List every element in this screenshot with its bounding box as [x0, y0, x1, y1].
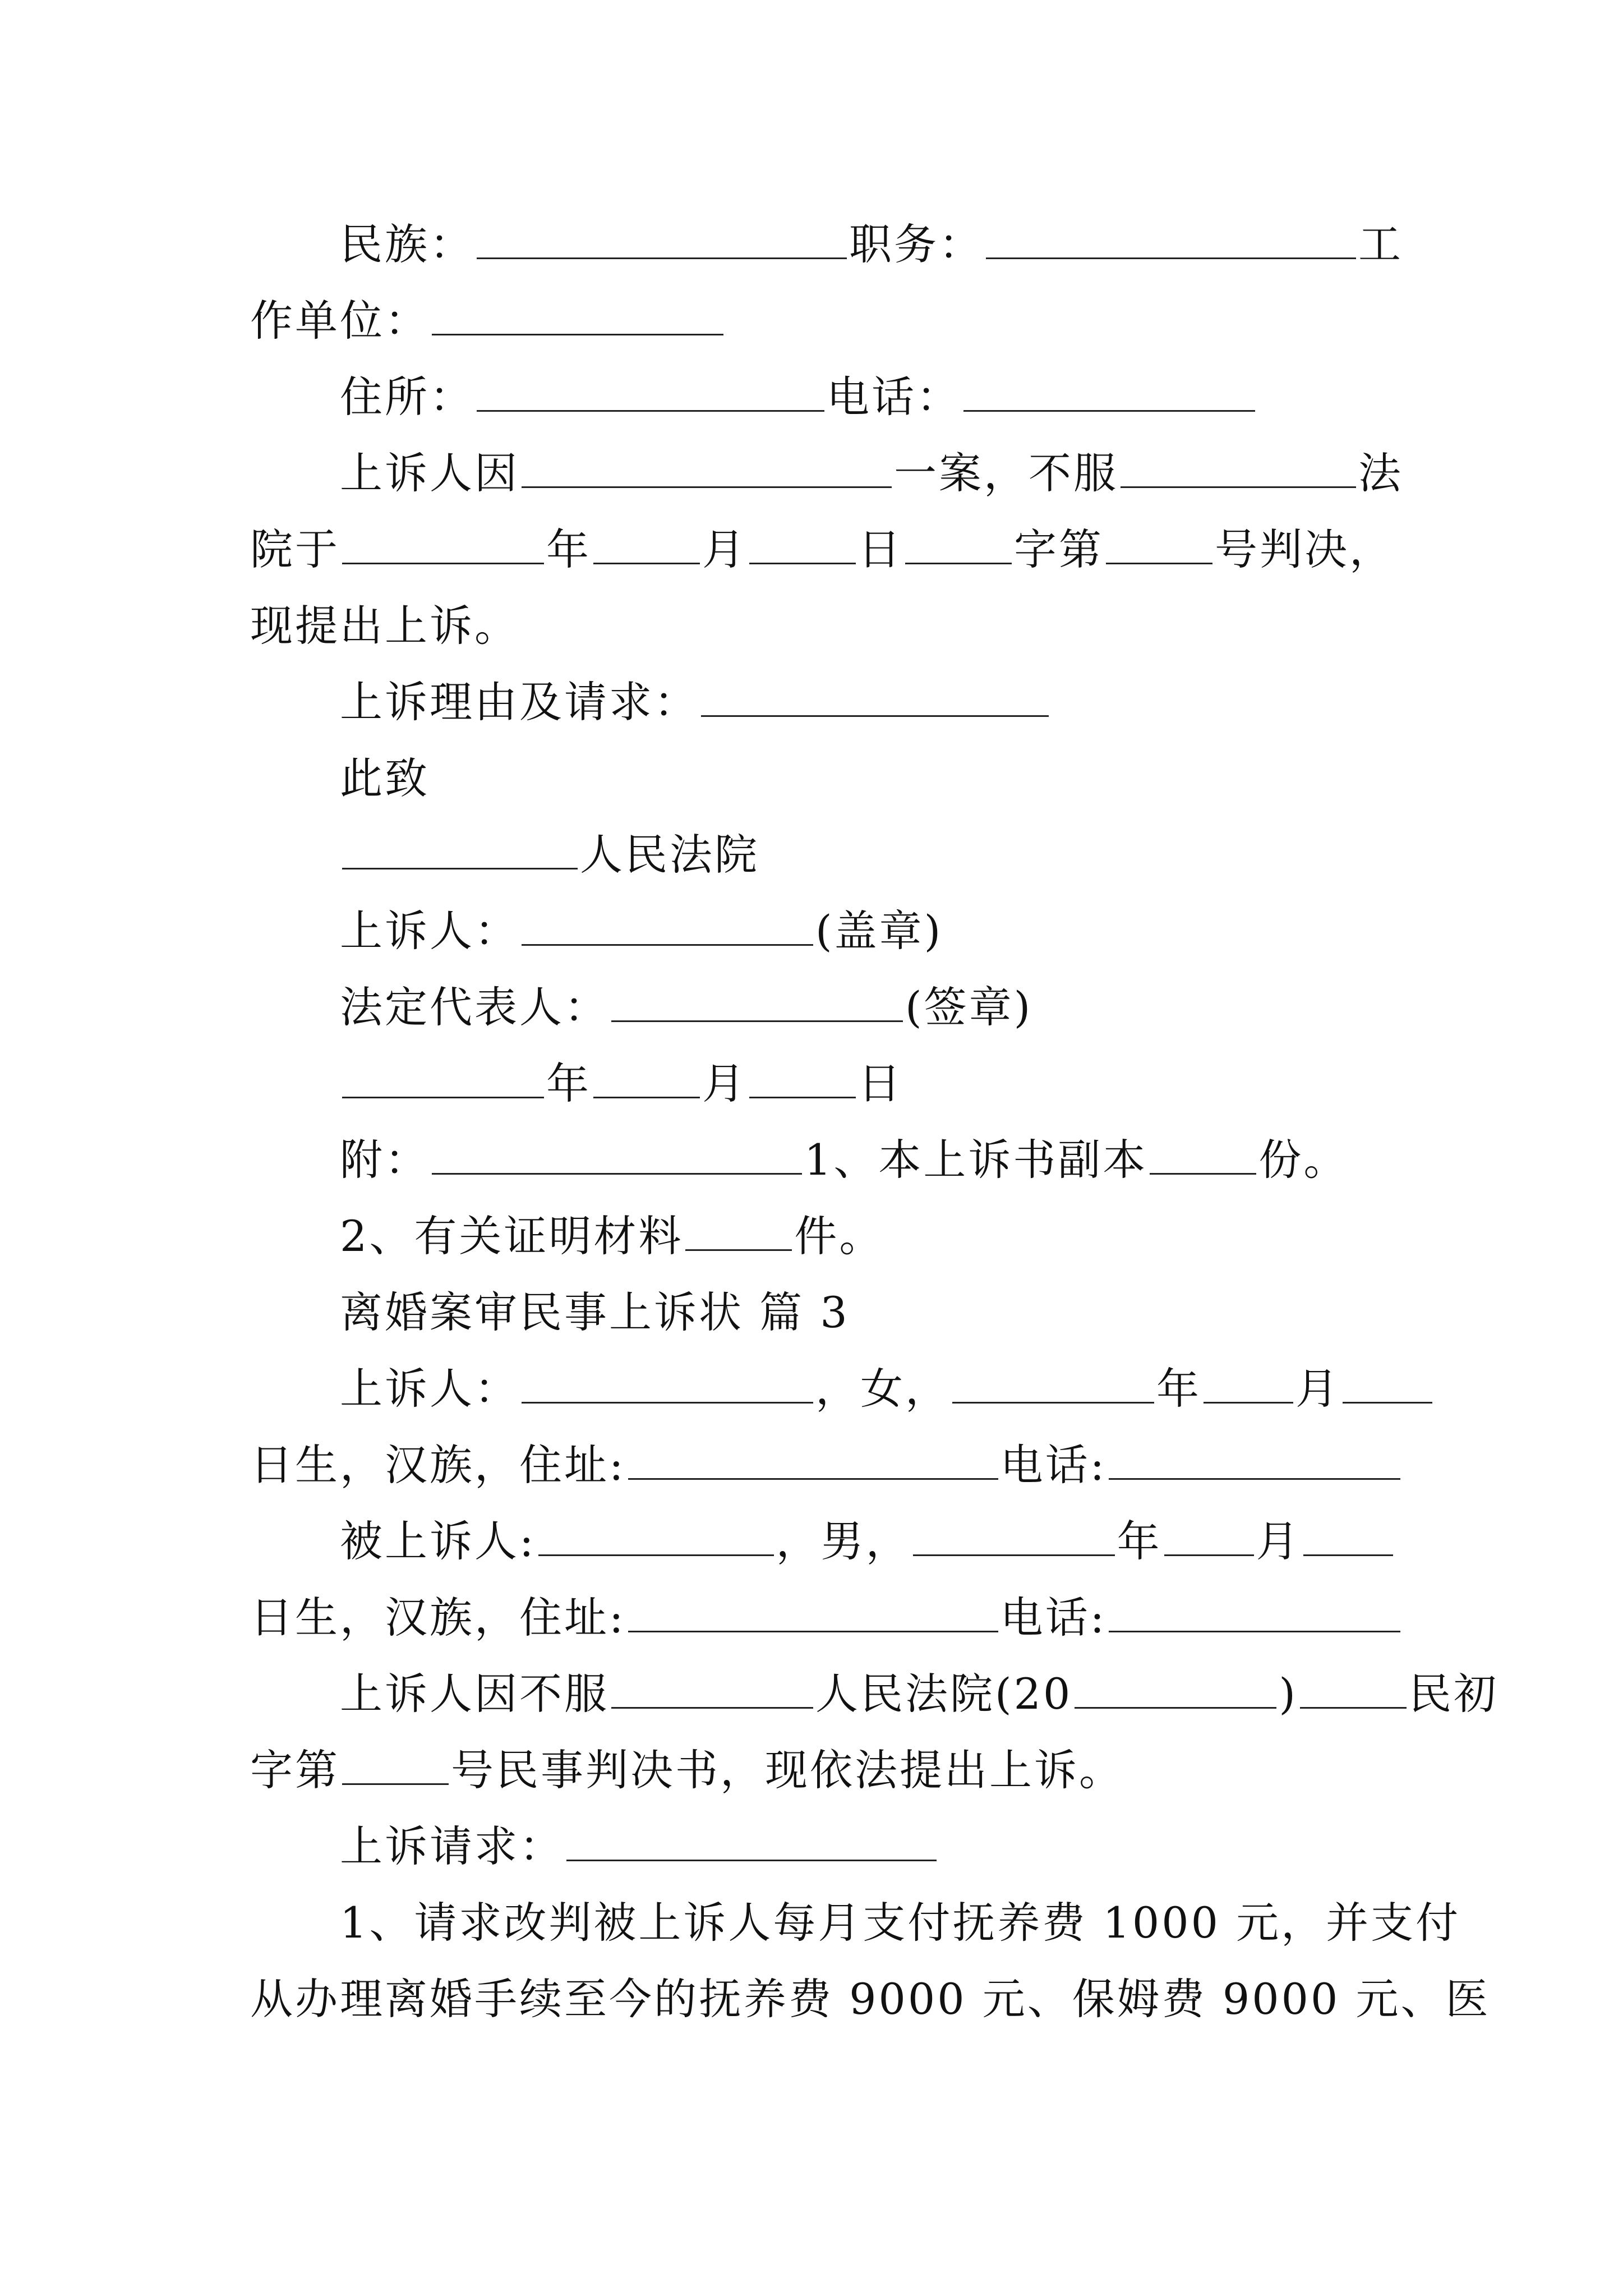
- blank-case: [522, 452, 892, 488]
- line-appeal-statement: 现提出上诉。: [250, 601, 519, 651]
- line-attachments: 附： 1、本上诉书副本 份。: [340, 1135, 1349, 1185]
- blank-number: [1106, 528, 1212, 564]
- line-salutation: 此致: [340, 753, 430, 803]
- blank-appellee-month: [1164, 1520, 1254, 1556]
- blank-appellee-name: [538, 1520, 774, 1556]
- blank-refusal-court: [611, 1672, 813, 1709]
- blank-ethnicity: [477, 223, 847, 259]
- blank-appellant-year: [952, 1367, 1154, 1404]
- blank-appellant-address: [628, 1443, 998, 1480]
- line-residence: 住所： 电话：: [250, 359, 1394, 435]
- blank-appellant-day: [1343, 1367, 1432, 1404]
- line-appellee-info: 被上诉人: ，男， 年 月: [250, 1503, 1394, 1580]
- blank-appellant: [522, 909, 813, 946]
- line-judgment-number: 字第 号民事判决书，现依法提出上诉。: [250, 1745, 1124, 1795]
- blank-day: [749, 528, 856, 564]
- blank-reasons: [701, 680, 1049, 717]
- line-appellant-seal: 上诉人： (盖章): [340, 906, 943, 956]
- blank-evidence-count: [685, 1214, 792, 1251]
- blank-month: [593, 528, 700, 564]
- blank-attachments: [432, 1138, 802, 1175]
- blank-sign-day: [749, 1062, 856, 1098]
- blank-phone: [963, 375, 1255, 412]
- blank-appellee-day: [1303, 1520, 1393, 1556]
- blank-year: [342, 528, 544, 564]
- line-ethnicity: 民族： 职务： 工: [340, 219, 1403, 269]
- line-court-name: 人民法院: [250, 817, 1394, 893]
- blank-refusal-code: [1300, 1672, 1407, 1709]
- blank-residence: [477, 375, 824, 412]
- line-appellant-address: 日生，汉族，住址: 电话:: [250, 1427, 1394, 1503]
- blank-refusal-year: [1075, 1672, 1276, 1709]
- blank-appellee-address: [628, 1596, 998, 1632]
- blank-legal-rep: [611, 986, 903, 1022]
- line-requests: 上诉请求：: [250, 1809, 1394, 1885]
- blank-appellee-phone: [1109, 1596, 1400, 1632]
- line-reasons: 上诉理由及请求：: [250, 664, 1394, 740]
- line-sign-date: 年 月 日: [250, 1046, 1394, 1122]
- line-evidence: 2、有关证明材料 件。: [340, 1211, 884, 1261]
- blank-position: [986, 223, 1356, 259]
- line-appellee-address: 日生，汉族，住址: 电话:: [250, 1580, 1394, 1656]
- section-heading: 离婚案审民事上诉状 篇 3: [340, 1287, 850, 1337]
- blank-court-name: [342, 833, 578, 869]
- line-appellant-info: 上诉人： ，女， 年 月: [250, 1351, 1394, 1427]
- blank-appellant-month: [1204, 1367, 1293, 1404]
- line-request-1-cont: 从办理离婚手续至今的抚养费 9000 元、保姆费 9000 元、医: [250, 1974, 1491, 2024]
- line-request-1: 1、请求改判被上诉人每月支付抚养费 1000 元，并支付: [340, 1898, 1461, 1948]
- line-judgment-date: 院于 年 月 日 字第 号判决，: [250, 524, 1394, 574]
- line-workplace: 作单位：: [250, 283, 1394, 359]
- blank-sign-month: [593, 1062, 700, 1098]
- blank-word: [905, 528, 1012, 564]
- blank-appellant-phone: [1109, 1443, 1400, 1480]
- blank-judgment-number: [342, 1749, 449, 1785]
- blank-appellant-name: [522, 1367, 813, 1404]
- blank-workplace: [432, 299, 723, 335]
- line-appeal-case: 上诉人因 一案，不服 法: [340, 448, 1403, 498]
- line-legal-rep: 法定代表人： (签章): [340, 982, 1033, 1032]
- blank-requests: [566, 1825, 937, 1861]
- blank-copies: [1150, 1138, 1256, 1175]
- blank-court: [1121, 452, 1356, 488]
- line-refusal: 上诉人因不服 人民法院(20 ) 民初: [340, 1669, 1499, 1719]
- blank-appellee-year: [913, 1520, 1115, 1556]
- blank-sign-year: [342, 1062, 544, 1098]
